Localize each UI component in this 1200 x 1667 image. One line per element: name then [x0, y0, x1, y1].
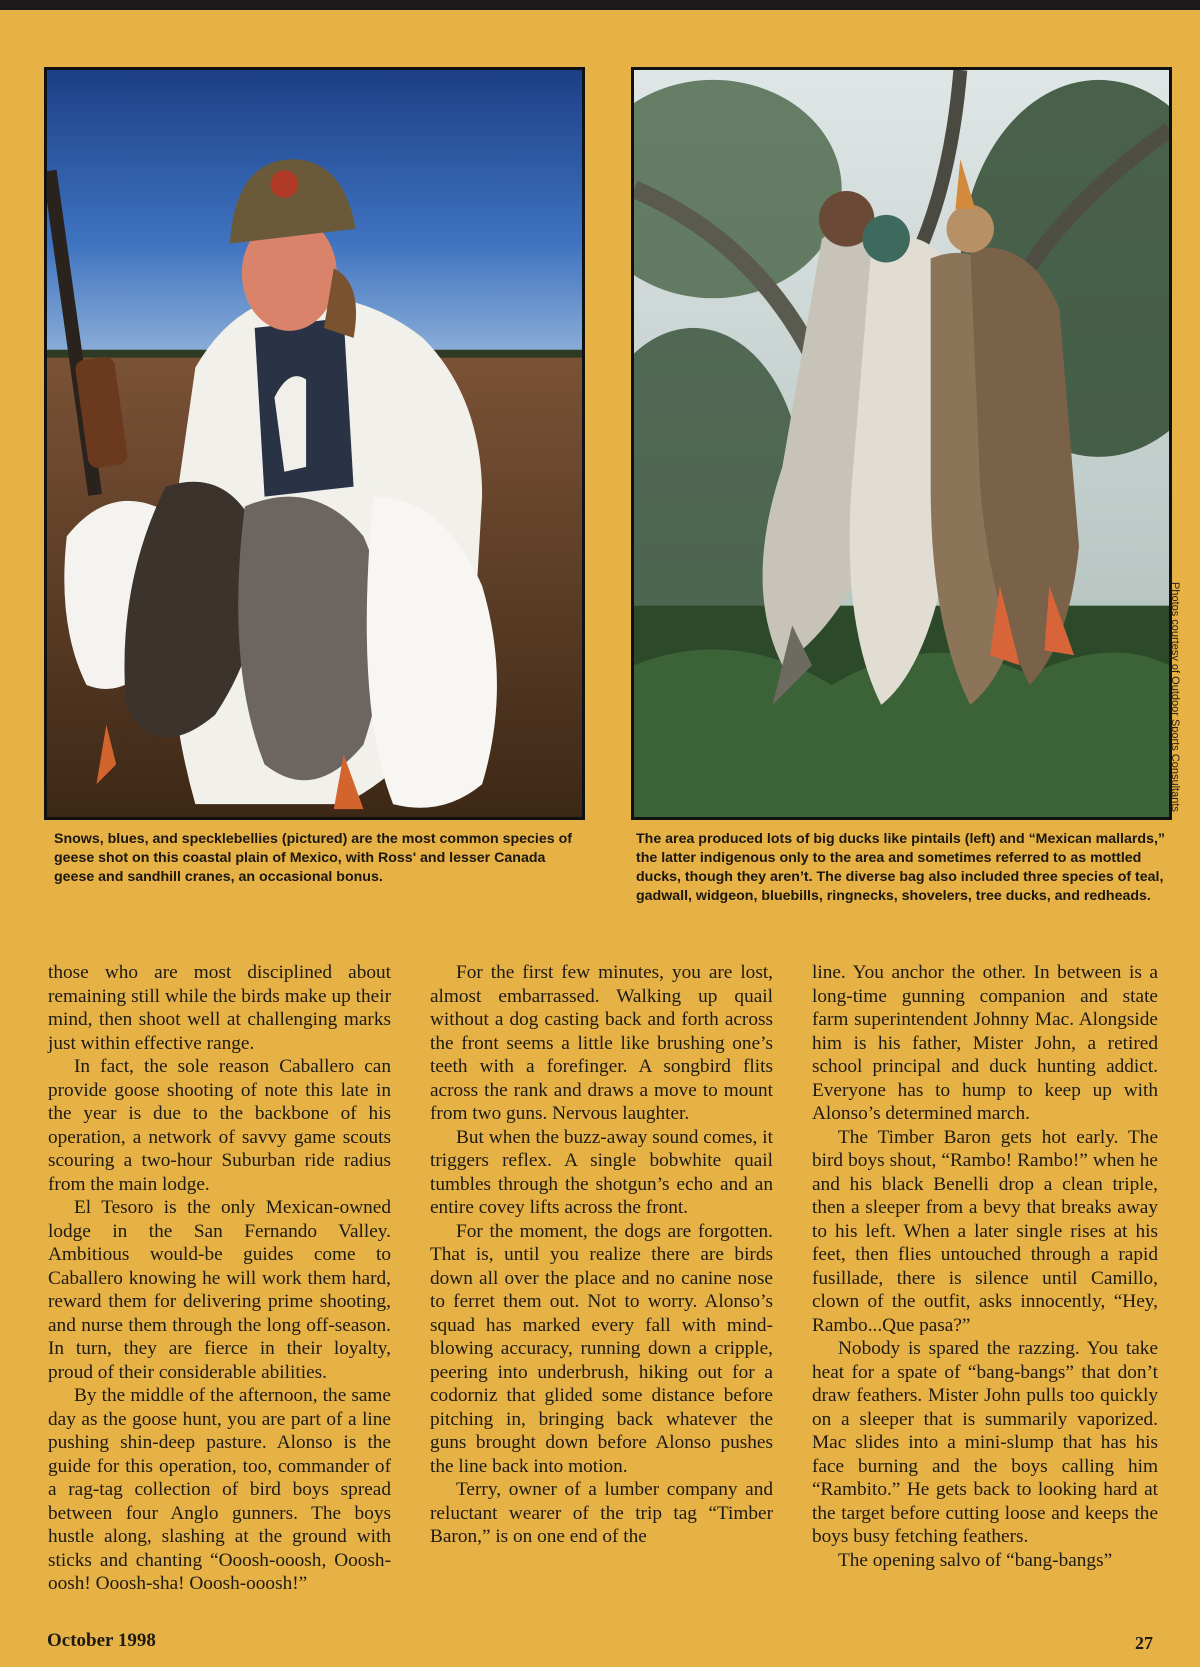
paragraph: Terry, owner of a lumber company and reluctant wearer of the trip tag “Timber Baron,” is on one end of the [430, 1479, 773, 1547]
article-column-1 [48, 961, 391, 1596]
paragraph: those who are most disciplined about remaining still while the birds make up their mind, then shoot well at challenging marks just within effective range. [48, 962, 391, 1054]
paragraph: For the moment, the dogs are forgotten. That is, until you realize there are birds down all over the place and no canine nose to ferret them out. Not to worry. Alonso’s squad has marked every fall with mind-blowing accuracy, running down a cripple, peering into underbrush, hiking out for a codorniz that glided some distance before pitching in, bringing back whatever the guns brought down before Alonso pushes the line back into motion. [430, 1220, 773, 1477]
photo-hunter-with-geese [44, 67, 585, 820]
caption-ducks-photo: The area produced lots of big ducks like pintails (left) and “Mexican mallards,” the latter indigenous only to the area and sometimes referred to as mottled ducks, though they aren’t. The diverse bag also included three species of teal, gadwall, widgeon, bluebills, ringnecks, shovelers, tree ducks, and redheads. [636, 831, 1165, 904]
top-edge-bar [0, 0, 1200, 10]
article-column-3 [812, 961, 1158, 1572]
paragraph: For the first few minutes, you are lost, almost embarrassed. Walking up quail without a dog casting back and forth across the front seems a little like brushing one’s teeth with a forefinger. A songbird flits across the rank and draws a move to mount from two guns. Nervous laughter. [430, 962, 773, 1124]
hunter-geese-illustration [47, 70, 582, 817]
photo-hanging-ducks [631, 67, 1172, 820]
page-number: 27 [1135, 1633, 1153, 1653]
hanging-ducks-illustration [634, 70, 1169, 817]
paragraph: But when the buzz-away sound comes, it triggers reflex. A single bobwhite quail tumbles through the shotgun’s echo and an entire covey lifts across the front. [430, 1126, 773, 1218]
photo-credit: Photos courtesy of Outdoor Sports Consultants [1169, 582, 1181, 812]
paragraph: In fact, the sole reason Caballero can provide goose shooting of note this late in the year is due to the backbone of his operation, a network of savvy game scouts scouring a two-hour Suburban ride radius from the main lodge. [48, 1056, 391, 1195]
caption-geese-photo: Snows, blues, and specklebellies (pictured) are the most common species of geese shot on this coastal plain of Mexico, with Ross' and lesser Canada geese and sandhill cranes, an occasional bonus. [54, 831, 572, 885]
paragraph: El Tesoro is the only Mexican-owned lodge in the San Fernando Valley. Ambitious would-be guides come to Caballero knowing he will work them hard, reward them for delivering prime shooting, and nurse them through the long off-season. In turn, they are fierce in their loyalty, proud of their considerable abilities. [48, 1197, 391, 1383]
paragraph: By the middle of the afternoon, the same day as the goose hunt, you are part of a line pushing shin-deep pasture. Alonso is the guide for this operation, too, commander of a rag-tag collection of bird boys spread between four Anglo gunners. The boys hustle along, slashing at the ground with sticks and chanting “Ooosh-ooosh, Ooosh-oosh! Ooosh-sha! Ooosh-ooosh!” [48, 1385, 391, 1594]
paragraph: The Timber Baron gets hot early. The bird boys shout, “Rambo! Rambo!” when he and his black Benelli drop a clean triple, then a sleeper from a bevy that breaks away to his left. When a later single rises at his feet, then flies untouched through a rapid fusillade, there is silence until Camillo, clown of the outfit, asks innocently, “Hey, Rambo...Que pasa?” [812, 1126, 1158, 1336]
paragraph: line. You anchor the other. In between is a long-time gunning companion and state farm superintendent Johnny Mac. Alongside him is his father, Mister John, a retired school principal and duck hunting addict. Everyone has to hump to keep up with Alonso’s determined march. [812, 962, 1158, 1124]
article-column-2 [430, 961, 773, 1549]
paragraph: Nobody is spared the razzing. You take heat for a spate of “bang-bangs” that don’t draw feathers. Mister John pulls too quickly on a sleeper that is summarily vaporized. Mac slides into a mini-slump that has his face burning and the boys calling him “Rambito.” He gets back to looking hard at the target before cutting loose and keeps the boys busy fetching feathers. [812, 1338, 1158, 1547]
paragraph: The opening salvo of “bang-bangs” [838, 1549, 1113, 1571]
issue-date: October 1998 [47, 1630, 156, 1651]
